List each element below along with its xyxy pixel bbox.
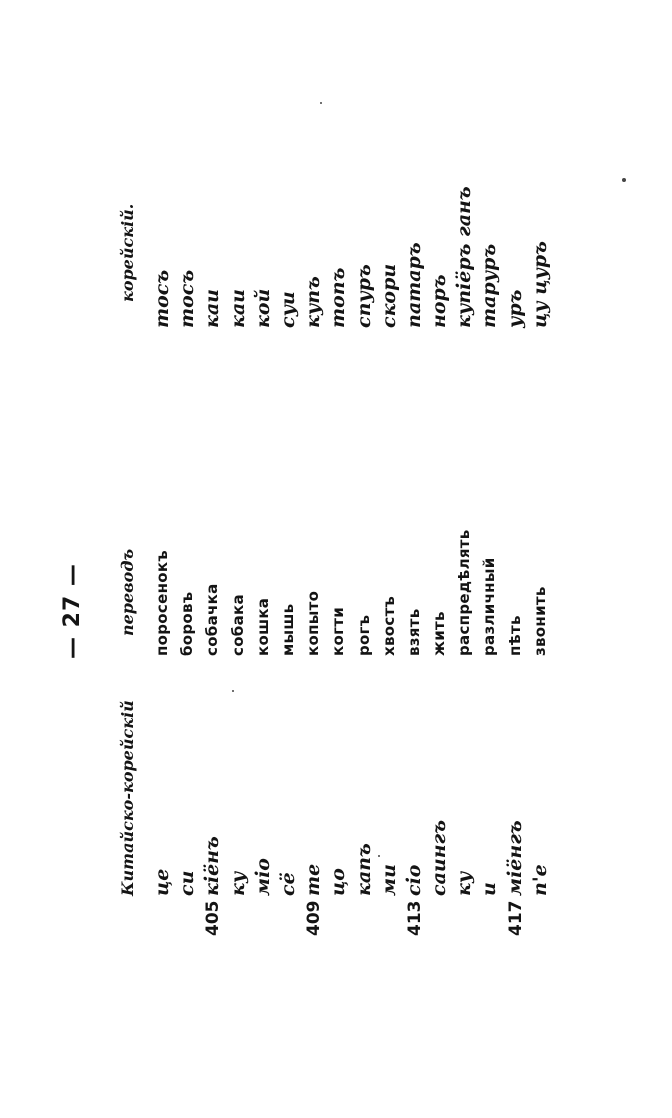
translation-word: собачка bbox=[203, 583, 222, 656]
list-item bbox=[226, 766, 251, 936]
header-chinese-korean: Китайско-корейскій bbox=[118, 700, 137, 896]
korean-word: норъ bbox=[428, 274, 451, 328]
entry-number: 405 bbox=[203, 900, 224, 936]
header-translation: переводъ bbox=[118, 548, 137, 636]
korean-word: кой bbox=[251, 288, 274, 328]
list-item bbox=[352, 766, 377, 936]
korean-word: цу цуръ bbox=[528, 241, 551, 328]
chinese-korean-word: міёнгъ bbox=[503, 820, 526, 896]
chinese-korean-word: ку bbox=[226, 871, 249, 896]
translation-word: собака bbox=[228, 594, 247, 656]
entry-number: 417 bbox=[505, 900, 526, 936]
list-item bbox=[301, 766, 326, 936]
header-korean: корейскій. bbox=[118, 203, 137, 302]
list-item bbox=[377, 766, 402, 936]
korean-word: скори bbox=[377, 263, 400, 328]
list-item bbox=[200, 766, 225, 936]
translation-column bbox=[150, 446, 553, 656]
list-item bbox=[251, 766, 276, 936]
korean-word: купіёръ ганъ bbox=[453, 186, 476, 328]
korean-word: топъ bbox=[327, 267, 350, 328]
translation-word: жить bbox=[430, 611, 449, 656]
korean-word: каи bbox=[226, 289, 249, 328]
list-item bbox=[150, 766, 175, 936]
chinese-korean-word: си bbox=[176, 870, 199, 896]
translation-word: пѣть bbox=[505, 615, 524, 656]
translation-word: поросенокъ bbox=[153, 550, 171, 656]
chinese-korean-word: и bbox=[478, 882, 501, 896]
korean-word: купъ bbox=[302, 276, 325, 328]
entry-number: 413 bbox=[404, 900, 425, 936]
chinese-korean-word: міо bbox=[251, 858, 274, 896]
korean-word: суи bbox=[276, 291, 299, 328]
chinese-korean-column bbox=[150, 766, 553, 936]
korean-word: тосъ bbox=[151, 269, 173, 328]
chinese-korean-word: ку bbox=[453, 871, 476, 896]
page-number: — 27 — bbox=[60, 563, 85, 659]
translation-word: кошка bbox=[253, 597, 272, 656]
korean-word: патаръ bbox=[402, 242, 425, 328]
scan-speck bbox=[320, 102, 322, 104]
translation-word: хвостъ bbox=[379, 595, 398, 656]
list-item bbox=[477, 766, 502, 936]
list-item bbox=[326, 766, 351, 936]
korean-word: таруръ bbox=[478, 243, 501, 328]
translation-word: распредѣлять bbox=[455, 529, 474, 656]
chinese-korean-word: кіёнъ bbox=[201, 836, 224, 896]
list-item bbox=[427, 766, 452, 936]
korean-word: спуръ bbox=[352, 264, 375, 328]
korean-word: каи bbox=[201, 289, 224, 328]
list-item bbox=[452, 766, 477, 936]
translation-word: когти bbox=[329, 606, 348, 656]
chinese-korean-word: сё bbox=[276, 872, 299, 896]
korean-column bbox=[150, 118, 553, 328]
korean-word: уръ bbox=[503, 289, 526, 328]
list-item bbox=[175, 766, 200, 936]
list-item bbox=[503, 766, 528, 936]
chinese-korean-word: саингъ bbox=[428, 819, 451, 896]
translation-word: взять bbox=[404, 608, 423, 656]
korean-word: тосъ bbox=[176, 269, 199, 328]
list-item bbox=[528, 766, 553, 936]
list-item bbox=[402, 766, 427, 936]
chinese-korean-word: сіо bbox=[402, 864, 425, 896]
translation-word: копыто bbox=[304, 590, 323, 656]
entry-number: 409 bbox=[304, 900, 325, 936]
translation-word: мышь bbox=[278, 603, 297, 656]
chinese-korean-word: це bbox=[151, 868, 173, 896]
translation-word: боровъ bbox=[178, 591, 197, 656]
chinese-korean-word: те bbox=[302, 863, 325, 896]
chinese-korean-word: цо bbox=[327, 868, 350, 896]
list-item bbox=[276, 766, 301, 936]
translation-word: рогъ bbox=[354, 614, 373, 656]
scan-speck bbox=[232, 690, 234, 692]
chinese-korean-word: ми bbox=[377, 864, 400, 896]
chinese-korean-word: капъ bbox=[352, 843, 375, 896]
scan-speck bbox=[378, 855, 380, 857]
translation-word: звонить bbox=[530, 586, 549, 656]
translation-word: различный bbox=[480, 557, 499, 656]
scan-speck bbox=[622, 178, 626, 182]
chinese-korean-word: п'е bbox=[528, 864, 551, 896]
